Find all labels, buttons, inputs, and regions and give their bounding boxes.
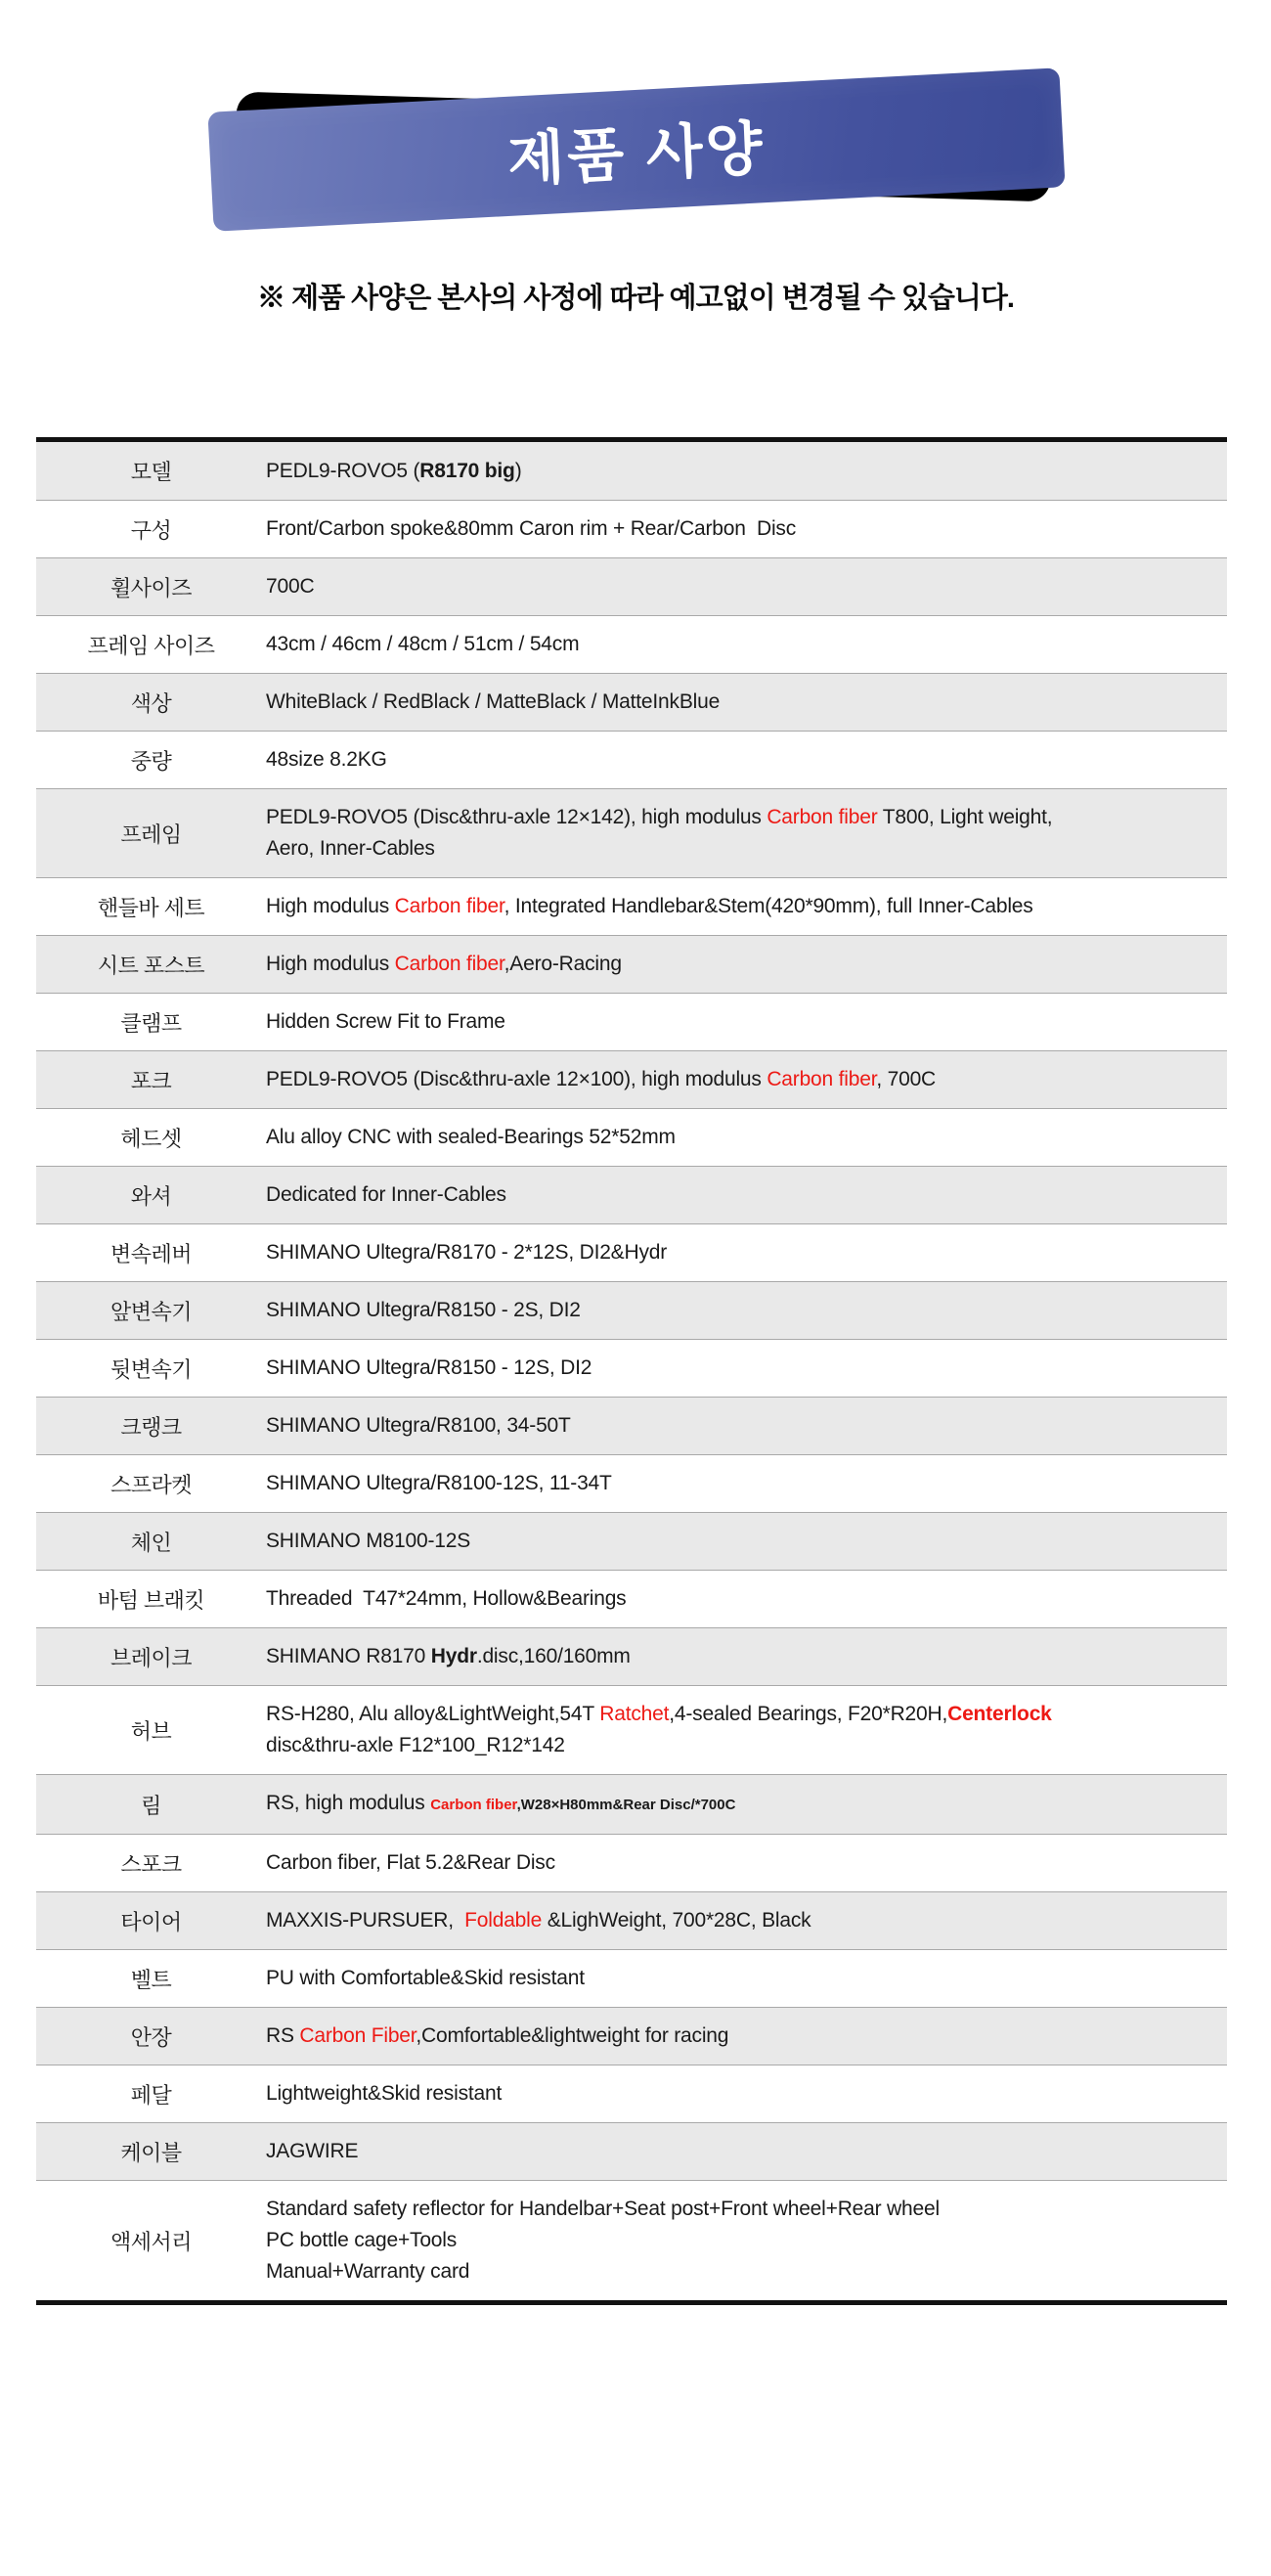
spec-label: 브레이크 bbox=[110, 1645, 192, 1670]
spec-value-segment: Hydr bbox=[430, 1645, 477, 1667]
spec-value bbox=[266, 1835, 1227, 1891]
spec-label: 모델 bbox=[130, 460, 172, 484]
spec-value bbox=[266, 1167, 1227, 1223]
table-row bbox=[36, 615, 1227, 673]
table-row bbox=[36, 1050, 1227, 1108]
spec-label: 와셔 bbox=[130, 1183, 172, 1209]
table-row bbox=[36, 1397, 1227, 1454]
spec-value bbox=[266, 994, 1227, 1050]
spec-value-segment: SHIMANO R8170 bbox=[266, 1645, 431, 1667]
spec-label: 중량 bbox=[130, 748, 172, 774]
spec-value-segment: 43cm / 46cm / 48cm / 51cm / 54cm bbox=[266, 633, 580, 655]
table-row bbox=[36, 1774, 1227, 1834]
spec-value-segment: ) bbox=[514, 459, 522, 482]
table-row bbox=[36, 2122, 1227, 2180]
table-row bbox=[36, 1949, 1227, 2007]
spec-value-segment: High modulus bbox=[266, 895, 395, 917]
spec-value-segment: PEDL9-ROVO5 (Disc&thru-axle 12×100), high modulus bbox=[266, 1068, 767, 1090]
table-row bbox=[36, 1891, 1227, 1949]
spec-label: 벨트 bbox=[130, 1967, 172, 1992]
table-row bbox=[36, 442, 1227, 500]
spec-value bbox=[266, 2123, 1227, 2180]
spec-label: 휠사이즈 bbox=[110, 575, 192, 600]
spec-value-segment: Carbon fiber bbox=[394, 953, 504, 975]
spec-value-segment: , 700C bbox=[876, 1068, 937, 1090]
spec-label: 앞변속기 bbox=[110, 1299, 192, 1324]
table-row bbox=[36, 935, 1227, 993]
spec-value bbox=[266, 732, 1227, 788]
spec-label: 케이블 bbox=[120, 2140, 182, 2165]
spec-value-segment: Foldable bbox=[464, 1909, 543, 1932]
spec-value bbox=[266, 1282, 1227, 1339]
spec-value-segment: MAXXIS-PURSUER, bbox=[266, 1909, 465, 1932]
spec-value-segment: Aero, Inner-Cables bbox=[266, 837, 435, 860]
spec-label: 안장 bbox=[130, 2024, 172, 2050]
spec-value bbox=[266, 936, 1227, 993]
spec-value-segment: 700C bbox=[266, 575, 315, 598]
spec-value-segment: RS bbox=[266, 2024, 300, 2047]
table-row bbox=[36, 2065, 1227, 2122]
table-row bbox=[36, 2180, 1227, 2300]
spec-value-segment: Dedicated for Inner-Cables bbox=[266, 1183, 506, 1206]
spec-value-segment: SHIMANO Ultegra/R8100-12S, 11-34T bbox=[266, 1472, 612, 1494]
spec-value-segment: SHIMANO Ultegra/R8150 - 2S, DI2 bbox=[266, 1299, 581, 1321]
spec-value-segment: PEDL9-ROVO5 (Disc&thru-axle 12×142), high modulus bbox=[266, 806, 767, 828]
spec-label: 바텀 브래킷 bbox=[97, 1587, 205, 1613]
spec-label: 클램프 bbox=[120, 1010, 182, 1036]
spec-label: 색상 bbox=[130, 690, 172, 716]
table-row bbox=[36, 500, 1227, 557]
spec-label: 스포크 bbox=[120, 1851, 182, 1877]
table-row bbox=[36, 1339, 1227, 1397]
spec-value-segment: Carbon fiber bbox=[767, 806, 878, 828]
spec-value bbox=[266, 1513, 1227, 1570]
spec-label: 스프라켓 bbox=[110, 1472, 192, 1497]
spec-value bbox=[266, 1109, 1227, 1166]
spec-label: 페달 bbox=[130, 2082, 172, 2108]
spec-label: 구성 bbox=[130, 517, 172, 543]
spec-value-segment: Carbon fiber bbox=[394, 895, 504, 917]
table-row bbox=[36, 731, 1227, 788]
spec-value-segment: Carbon fiber bbox=[767, 1068, 877, 1090]
title-banner bbox=[210, 90, 1063, 209]
spec-value bbox=[266, 789, 1227, 877]
spec-value bbox=[266, 1571, 1227, 1627]
spec-value-segment: 48size 8.2KG bbox=[266, 748, 387, 771]
table-row bbox=[36, 1108, 1227, 1166]
spec-value bbox=[266, 1455, 1227, 1512]
table-row bbox=[36, 1512, 1227, 1570]
spec-value-segment: PC bottle cage+Tools bbox=[266, 2229, 458, 2251]
spec-value bbox=[266, 501, 1227, 557]
spec-value-segment: &LighWeight, 700*28C, Black bbox=[542, 1909, 811, 1932]
spec-value bbox=[266, 878, 1227, 935]
spec-value-segment: RS-H280, Alu alloy&LightWeight,54T bbox=[266, 1703, 600, 1725]
spec-value-segment: Manual+Warranty card bbox=[266, 2260, 470, 2283]
table-row bbox=[36, 673, 1227, 731]
spec-label: 시트 포스트 bbox=[97, 953, 205, 978]
disclaimer-text: ※ 제품 사양은 본사의 사정에 따라 예고없이 변경될 수 있습니다. bbox=[257, 283, 1014, 314]
spec-value-segment: Alu alloy CNC with sealed-Bearings 52*52mm bbox=[266, 1126, 676, 1148]
spec-value-segment: PU with Comfortable&Skid resistant bbox=[266, 1967, 585, 1989]
spec-value-segment: SHIMANO Ultegra/R8100, 34-50T bbox=[266, 1414, 571, 1437]
spec-value-segment: Lightweight&Skid resistant bbox=[266, 2082, 503, 2105]
spec-value-segment: RS, high modulus bbox=[266, 1792, 431, 1814]
spec-value-segment: SHIMANO M8100-12S bbox=[266, 1530, 471, 1552]
spec-label: 체인 bbox=[130, 1530, 172, 1555]
spec-label: 프레임 사이즈 bbox=[87, 633, 215, 658]
spec-value-segment: ,Aero-Racing bbox=[504, 953, 622, 975]
spec-value-segment: R8170 big bbox=[419, 459, 515, 482]
banner-plate bbox=[207, 67, 1065, 231]
spec-value-segment: Carbon fiber bbox=[430, 1797, 517, 1813]
spec-value bbox=[266, 2065, 1227, 2122]
table-row bbox=[36, 1166, 1227, 1223]
table-row bbox=[36, 1454, 1227, 1512]
table-row bbox=[36, 1223, 1227, 1281]
spec-value bbox=[266, 616, 1227, 673]
spec-value-segment: disc&thru-axle F12*100_R12*142 bbox=[266, 1734, 565, 1756]
spec-value-segment: ,W28×H80mm&Rear Disc/*700C bbox=[516, 1797, 736, 1813]
spec-value-segment: , Integrated Handlebar&Stem(420*90mm), full Inner-Cables bbox=[504, 895, 1033, 917]
table-row bbox=[36, 1281, 1227, 1339]
spec-label: 액세서리 bbox=[110, 2229, 192, 2254]
spec-value-segment: Ratchet bbox=[599, 1703, 670, 1725]
table-row bbox=[36, 1570, 1227, 1627]
spec-value-segment: Carbon fiber, Flat 5.2&Rear Disc bbox=[266, 1851, 555, 1874]
spec-value bbox=[266, 1892, 1227, 1949]
spec-value-segment: .disc,160/160mm bbox=[476, 1645, 631, 1667]
spec-value bbox=[266, 1686, 1227, 1774]
spec-label: 뒷변속기 bbox=[110, 1356, 192, 1382]
spec-value-segment: WhiteBlack / RedBlack / MatteBlack / MatteInkBlue bbox=[266, 690, 721, 713]
spec-value bbox=[266, 558, 1227, 615]
spec-label: 크랭크 bbox=[120, 1414, 182, 1440]
table-row bbox=[36, 2007, 1227, 2065]
spec-label: 헤드셋 bbox=[120, 1126, 182, 1151]
spec-value bbox=[266, 1950, 1227, 2007]
spec-value-segment: Hidden Screw Fit to Frame bbox=[266, 1010, 505, 1033]
table-row bbox=[36, 1834, 1227, 1891]
spec-label: 변속레버 bbox=[110, 1241, 192, 1266]
spec-value bbox=[266, 443, 1227, 500]
spec-value bbox=[266, 674, 1227, 731]
spec-value bbox=[266, 1340, 1227, 1397]
spec-label: 허브 bbox=[130, 1718, 172, 1744]
spec-table bbox=[36, 437, 1227, 2305]
spec-value-segment: PEDL9-ROVO5 ( bbox=[266, 459, 420, 482]
spec-value bbox=[266, 1051, 1227, 1108]
spec-value-segment: High modulus bbox=[266, 953, 395, 975]
spec-value-segment: Centerlock bbox=[947, 1703, 1052, 1725]
spec-value-segment: ,Comfortable&lightweight for racing bbox=[416, 2024, 729, 2047]
spec-value-segment: SHIMANO Ultegra/R8150 - 12S, DI2 bbox=[266, 1356, 592, 1379]
spec-label: 포크 bbox=[130, 1068, 172, 1093]
table-row bbox=[36, 788, 1227, 877]
spec-value bbox=[266, 1224, 1227, 1281]
table-row bbox=[36, 1685, 1227, 1774]
spec-value-segment: SHIMANO Ultegra/R8170 - 2*12S, DI2&Hydr bbox=[266, 1241, 668, 1264]
table-row bbox=[36, 993, 1227, 1050]
spec-value-segment: ,4-sealed Bearings, F20*R20H, bbox=[669, 1703, 948, 1725]
spec-value-segment: Standard safety reflector for Handelbar+Seat post+Front wheel+Rear wheel bbox=[266, 2198, 940, 2220]
table-row bbox=[36, 557, 1227, 615]
table-row bbox=[36, 877, 1227, 935]
spec-value-segment: Front/Carbon spoke&80mm Caron rim + Rear/Carbon Disc bbox=[266, 517, 797, 540]
spec-label: 림 bbox=[141, 1793, 161, 1818]
spec-label: 프레임 bbox=[120, 822, 182, 847]
spec-value-segment: Threaded T47*24mm, Hollow&Bearings bbox=[266, 1587, 627, 1610]
spec-value bbox=[266, 1628, 1227, 1685]
spec-value bbox=[266, 1398, 1227, 1454]
spec-label: 핸들바 세트 bbox=[97, 895, 205, 920]
spec-value-segment: Carbon Fiber bbox=[299, 2024, 416, 2047]
spec-value bbox=[266, 2181, 1227, 2300]
spec-value bbox=[266, 2008, 1227, 2065]
spec-value-segment: JAGWIRE bbox=[266, 2140, 359, 2162]
page-title: 제품 사양 bbox=[506, 115, 767, 193]
spec-label: 타이어 bbox=[120, 1909, 182, 1934]
spec-value bbox=[266, 1775, 1227, 1834]
spec-value-segment: T800, Light weight, bbox=[877, 806, 1053, 828]
table-row bbox=[36, 1627, 1227, 1685]
